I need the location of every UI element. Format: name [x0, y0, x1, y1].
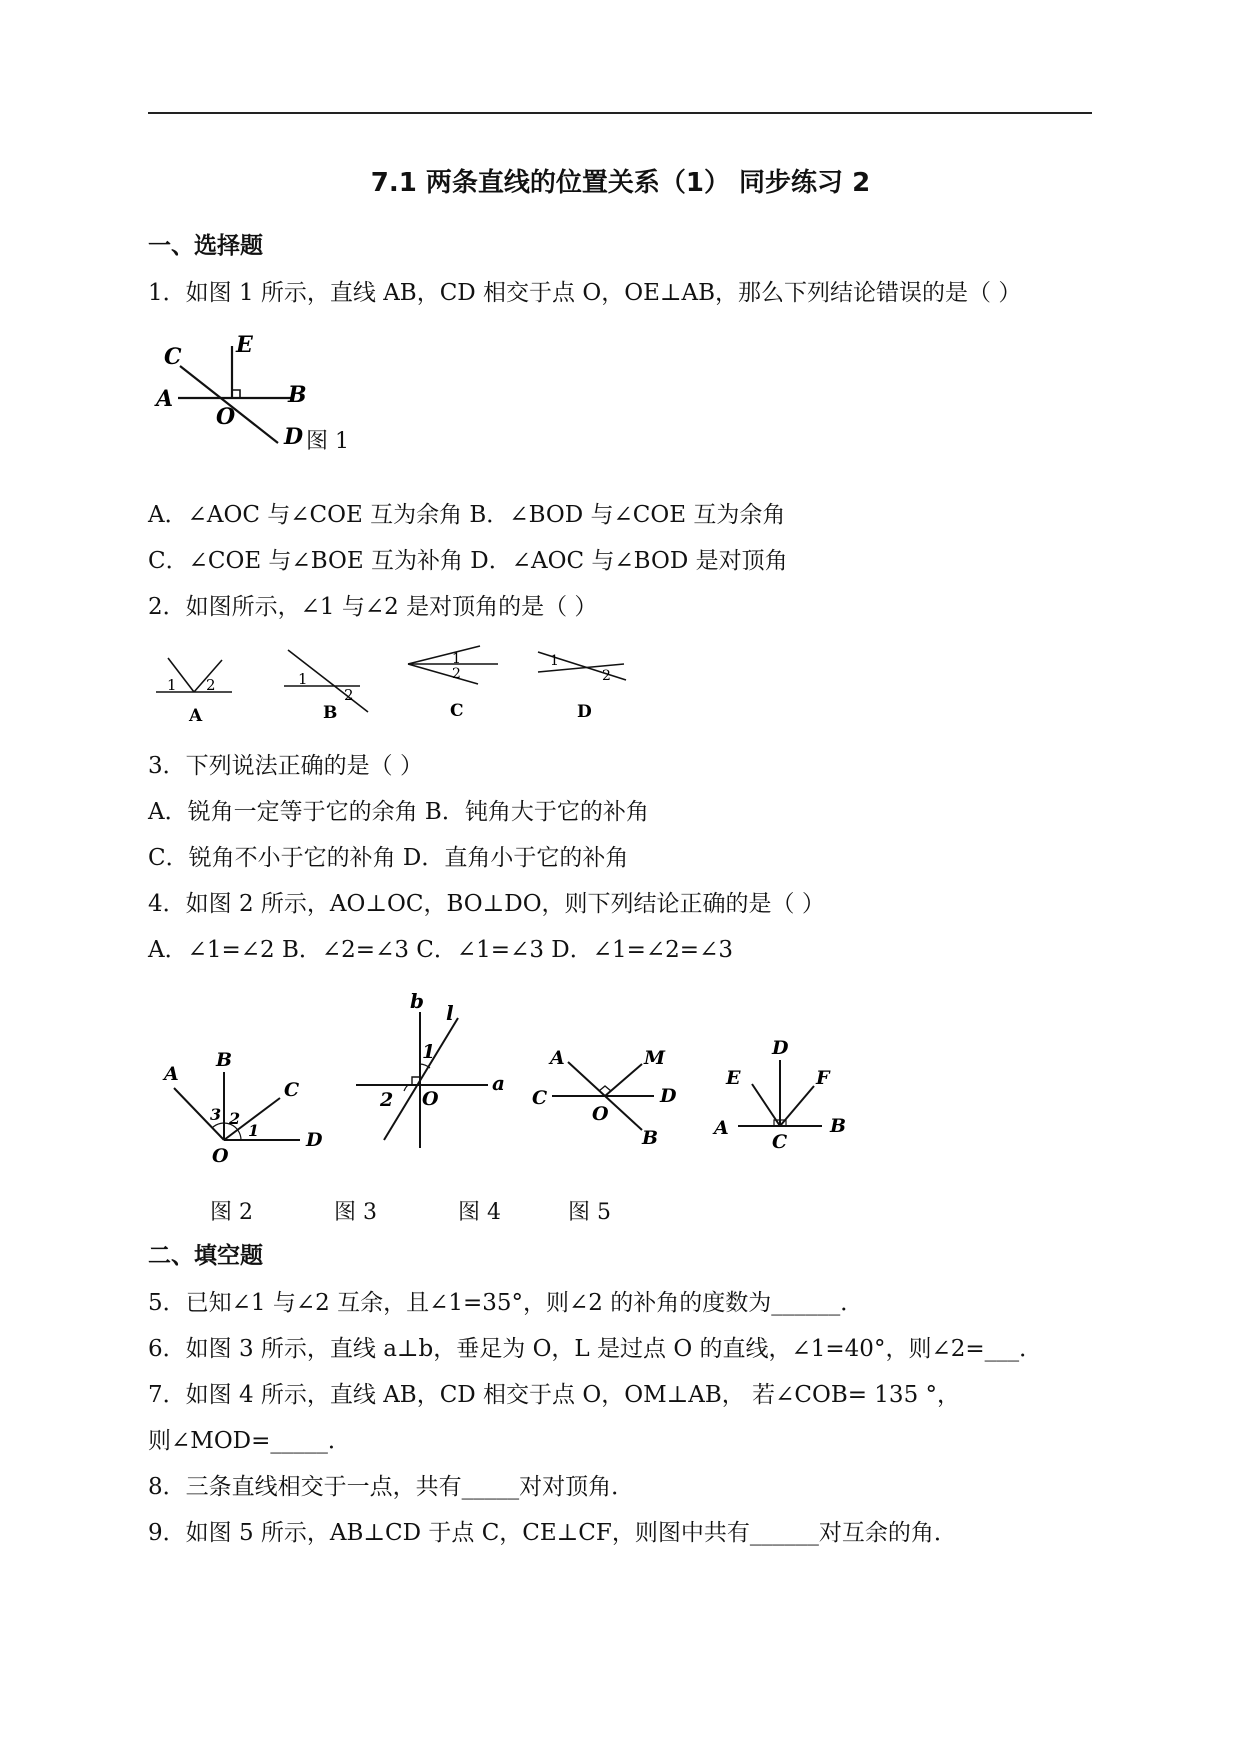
fig3-label-l: l — [446, 1001, 454, 1025]
question-2-stem: 2．如图所示，∠1 与∠2 是对顶角的是（ ） — [148, 594, 598, 620]
fig4-label-a: A — [550, 1047, 565, 1069]
fig1-label-e: E — [236, 332, 253, 358]
q2-option-d: D — [577, 702, 592, 722]
question-7-line-2: 则∠MOD=_____． — [148, 1428, 351, 1454]
q2-option-b: B — [323, 703, 338, 723]
fig1-label-b: B — [288, 382, 307, 408]
fig4-label-c: C — [532, 1087, 548, 1109]
figure-2 — [150, 1040, 340, 1170]
fig3-label-o: O — [422, 1088, 439, 1110]
fig2-label-o: O — [212, 1145, 229, 1167]
fig3-label-a: a — [492, 1071, 505, 1095]
question-1-options-cd: C．∠COE 与∠BOE 互为补角 D．∠AOC 与∠BOD 是对顶角 — [148, 548, 788, 574]
q2-option-a: A — [189, 706, 203, 726]
q2a-angle-2: 2 — [206, 676, 216, 694]
question-4-options: A．∠1=∠2 B．∠2=∠3 C．∠1=∠3 D．∠1=∠2=∠3 — [148, 937, 733, 963]
q2c-angle-2: 2 — [452, 666, 461, 682]
fig5-label-a: A — [714, 1117, 729, 1139]
q2b-angle-2: 2 — [344, 686, 354, 704]
figure-5 — [710, 1030, 870, 1153]
header-rule — [148, 112, 1092, 114]
fig2-label-c: C — [284, 1079, 300, 1101]
fig2-angle-1: 1 — [248, 1121, 260, 1140]
fig5-label-c: C — [772, 1131, 788, 1153]
q2a-angle-1: 1 — [167, 676, 177, 694]
question-4-stem: 4．如图 2 所示，AO⊥OC，BO⊥DO，则下列结论正确的是（ ） — [148, 891, 825, 917]
fig4-label-m: M — [644, 1047, 666, 1069]
fig1-label-c: C — [164, 344, 182, 370]
fig2-angle-3: 3 — [210, 1105, 222, 1124]
fig2-label-a: A — [164, 1063, 179, 1085]
fig4-label-o: O — [592, 1103, 609, 1125]
fig1-label-d: D — [284, 424, 304, 450]
question-8: 8．三条直线相交于一点，共有_____对对顶角． — [148, 1474, 635, 1500]
q2-option-c: C — [450, 701, 464, 721]
figure-2-caption: 图 2 — [210, 1200, 253, 1225]
figure-3 — [350, 990, 520, 1150]
fig4-label-b: B — [642, 1127, 659, 1149]
question-3-options-ab: A．锐角一定等于它的余角 B．钝角大于它的补角 — [148, 799, 649, 825]
figure-1-caption: 图 1 — [306, 429, 349, 454]
question-1-stem: 1．如图 1 所示，直线 AB，CD 相交于点 O，OE⊥AB，那么下列结论错误的是（ ） — [148, 280, 1022, 306]
question-6: 6．如图 3 所示，直线 a⊥b，垂足为 O，L 是过点 O 的直线，∠1=40°，则∠2=___． — [148, 1336, 1043, 1362]
figure-5-caption: 图 5 — [568, 1200, 611, 1225]
fig1-label-a: A — [156, 386, 174, 412]
section-heading-choice: 一、选择题 — [148, 233, 263, 259]
fig3-label-b: b — [410, 989, 424, 1013]
fig5-label-b: B — [830, 1115, 847, 1137]
fig2-angle-2: 2 — [229, 1109, 241, 1128]
q2d-angle-2: 2 — [602, 668, 611, 684]
fig2-label-d: D — [306, 1129, 323, 1151]
figure-3-caption: 图 3 — [334, 1200, 377, 1225]
question-1-options-ab: A．∠AOC 与∠COE 互为余角 B．∠BOD 与∠COE 互为余角 — [148, 502, 786, 528]
question-3-options-cd: C．锐角不小于它的补角 D．直角小于它的补角 — [148, 845, 629, 871]
fig4-label-d: D — [660, 1085, 677, 1107]
fig5-label-e: E — [726, 1067, 741, 1089]
section-heading-fill: 二、填空题 — [148, 1243, 263, 1269]
fig5-label-f: F — [816, 1067, 830, 1089]
page-title: 7.1 两条直线的位置关系（1） 同步练习 2 — [370, 168, 871, 198]
question-3-stem: 3．下列说法正确的是（ ） — [148, 753, 423, 779]
question-9: 9．如图 5 所示，AB⊥CD 于点 C，CE⊥CF，则图中共有______对互余的角． — [148, 1520, 957, 1546]
fig3-angle-1: 1 — [422, 1041, 436, 1063]
fig1-label-o: O — [216, 404, 236, 430]
fig2-label-b: B — [216, 1049, 233, 1071]
question-2-figures — [150, 640, 650, 730]
question-7-line-1: 7．如图 4 所示，直线 AB，CD 相交于点 O，OM⊥AB， 若∠COB= 135 °， — [148, 1382, 961, 1408]
figure-4 — [530, 1040, 690, 1150]
q2c-angle-1: 1 — [452, 651, 461, 667]
q2d-angle-1: 1 — [550, 653, 559, 669]
q2b-angle-1: 1 — [298, 670, 308, 688]
fig5-label-d: D — [772, 1037, 789, 1059]
question-5: 5．已知∠1 与∠2 互余，且∠1=35°，则∠2 的补角的度数为______． — [148, 1290, 864, 1316]
fig3-angle-2: 2 — [380, 1089, 394, 1111]
figure-4-caption: 图 4 — [458, 1200, 501, 1225]
